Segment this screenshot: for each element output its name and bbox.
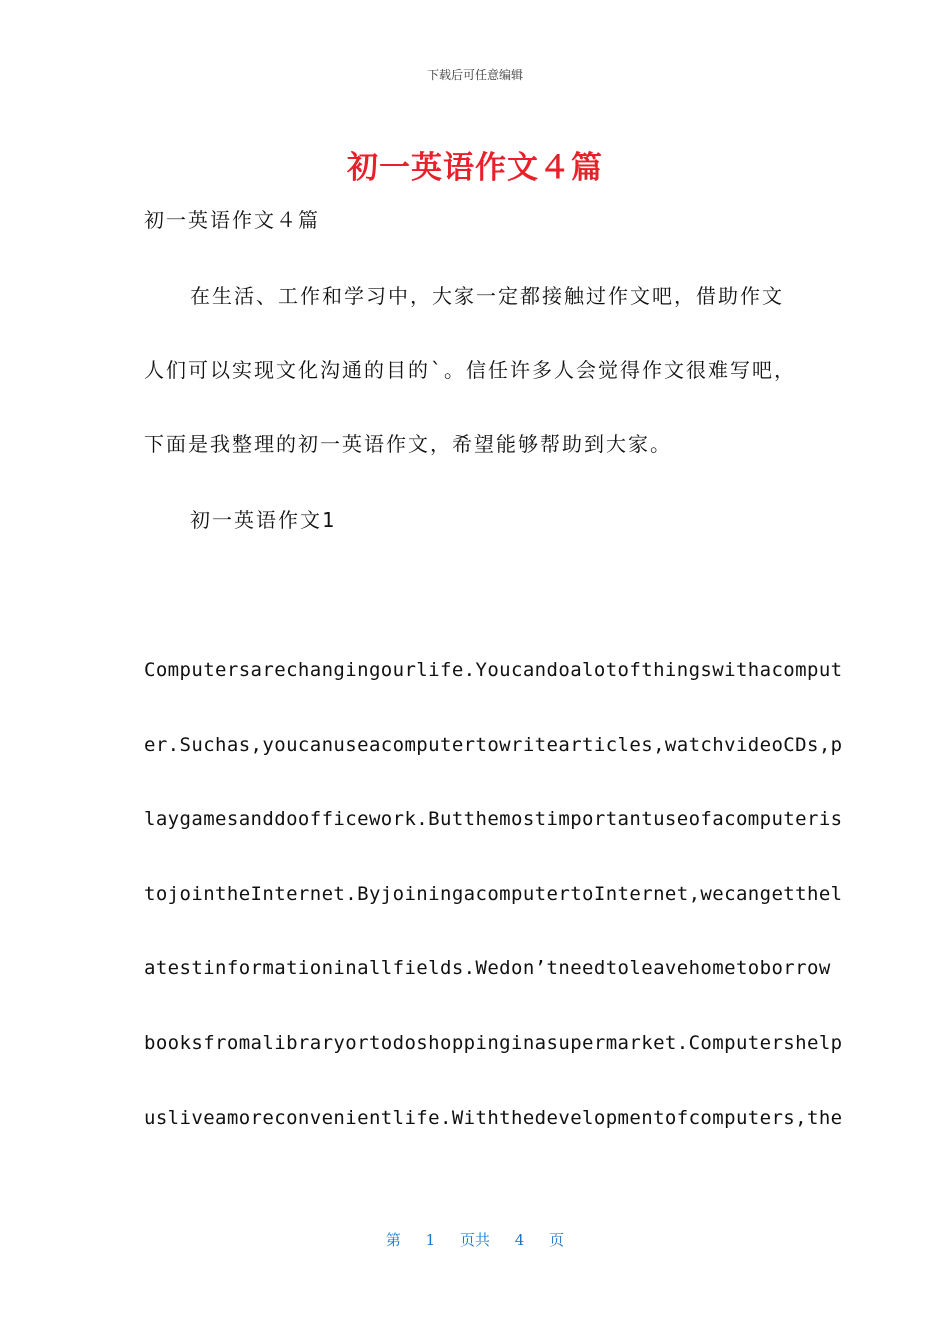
body-line-2: er.Suchas,youcanuseacomputertowritearticles,watchvideoCDs,p	[144, 734, 843, 756]
document-title: 初一英语作文４篇	[347, 150, 603, 186]
footer-end-label: 页	[549, 1231, 565, 1249]
footer-page-label: 第	[385, 1231, 401, 1249]
footer-page-number: 1	[425, 1231, 436, 1249]
body-line-3: laygamesanddoofficework.Butthemostimportantuseofacomputeris	[144, 808, 843, 830]
section-heading: 初一英语作文1	[190, 508, 337, 532]
intro-line-2: 人们可以实现文化沟通的目的`。信任许多人会觉得作文很难写吧，	[144, 358, 797, 382]
body-line-7: usliveamoreconvenientlife.Withthedevelopmentofcomputers,the	[144, 1107, 843, 1129]
body-line-6: booksfromalibraryortodoshoppinginasupermarket.Computershelp	[144, 1032, 843, 1054]
page-footer	[0, 1229, 950, 1250]
body-line-1: Computersarechangingourlife.Youcandoalotofthingswithacomput	[144, 659, 843, 681]
intro-line-1: 在生活、工作和学习中，大家一定都接触过作文吧，借助作文	[190, 284, 784, 308]
body-line-4: tojointheInternet.ByjoiningacomputertoInternet,wecangetthel	[144, 883, 843, 905]
document-subtitle: 初一英语作文４篇	[144, 208, 320, 232]
header-note: 下载后可任意编辑	[426, 68, 523, 82]
footer-total-label: 页共	[459, 1231, 490, 1249]
intro-line-3: 下面是我整理的初一英语作文，希望能够帮助到大家。	[144, 432, 672, 456]
footer-total-pages: 4	[514, 1231, 525, 1249]
body-line-5: atestinformationinallfields.Wedon’tneedtoleavehometoborrow	[144, 957, 831, 979]
